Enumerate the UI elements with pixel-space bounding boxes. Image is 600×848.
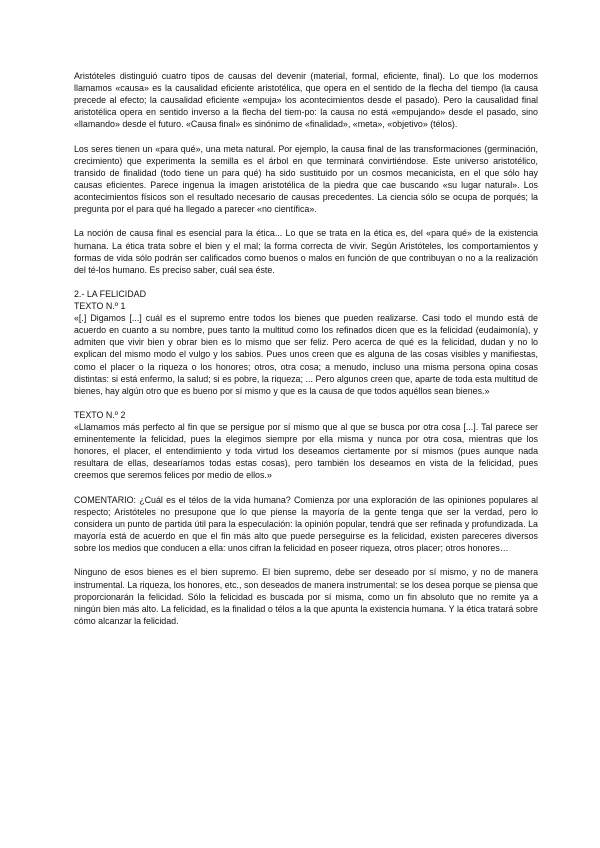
texto-2-quote: «Llamamos más perfecto al fin que se persigue por sí mismo que al que se busca por otra cosa [...]. Tal parece ser eminentemente la felicidad, pues la elegimos siempre por ella misma y nunca por otra cosa, mientras que los honores, el placer, el entendimiento y toda virtud los deseamos ciertamente por sí mismos (pues aunque nada resultara de ellas, desearíamos todas estas cosas), pero también los deseamos en vista de la felicidad, pues creemos que seremos felices por medio de ellos.» (74, 422, 538, 481)
texto-2-label: TEXTO N.º 2 (74, 410, 126, 420)
commentary-paragraph (74, 494, 538, 554)
texto-1-label: TEXTO N.º 1 (74, 301, 126, 312)
paragraph-supreme-good: Ninguno de esos bienes es el bien supremo. El bien supremo, debe ser deseado por sí mismo, y no de manera instrumental. La riqueza, los honores, etc., son deseados de manera instrumental: se los desea porque se piensa que proporcionarán la felicidad. Sólo la felicidad es buscada por sí misma, como un fin absoluto que no remite ya a ningún bien más alto. La felicidad, es la finalidad o télos a la que apunta la existencia humana. Y la ética tratará sobre cómo alcanzar la felicidad. (74, 567, 538, 626)
texto-1-quote: «[.] Digamos [...] cuál es el supremo entre todos los bienes que pueden realizarse. Casi todo el mundo está de acuerdo en cuanto a su nombre, pues tanto la multitud como los refinados dicen que es la felicidad (eudaimonía), y admiten que vivir bien y obrar bien es lo mismo que ser feliz. Pero acerca de qué es la felicidad, dudan y no lo explican del mismo modo el vulgo y los sabios. Pues unos creen que es alguna de las cosas visibles y manifiestas, como el placer o la riqueza o los honores; otros, otra cosa; a menudo, incluso una misma persona opina cosas distintas: si está enfermo, la salud; si es pobre, la riqueza; ... Pero algunos creen que, aparte de toda esta multitud de bienes, hay algún otro que es bueno por sí mismo y que es la causa de que todos aquéllos sean bienes.» (74, 313, 538, 396)
paragraph-final-cause: Los seres tienen un «para qué», una meta natural. Por ejemplo, la causa final de las transformaciones (germinación, crecimiento) que experimenta la semilla es el árbol en que terminará convirtiéndose. Este universo aristotélico, transido de finalidad (todo tiene un para qué) ha sido sustituido por un cosmos mecanicista, en el que sólo hay causas eficientes. Parece ingenua la imagen aristotélica de la piedra que cae buscando «su lugar natural». Los acontecimientos físicos son el resultado necesario de causas precedentes. La ciencia sólo se ocupa de porqués; la pregunta por el para qué ha llegado a parecer «no científica». (74, 143, 538, 215)
section-felicidad (74, 288, 538, 627)
commentary-label: COMENTARIO: (74, 494, 136, 505)
commentary-text: ¿Cuál es el télos de la vida humana? Comienza por una exploración de las opiniones populares al respecto; Aristóteles no presupone que lo que piense la mayoría de la gente tenga que ser la verdad, pero lo considera un punto de partida útil para la especulación: la opinión popular, tendrá que ser refinada y profundizada. La mayoría está de acuerdo en que el fin más alto que puede perseguirse es la felicidad, existen pareceres diversos sobre los medios que conducen a ella: unos cifran la felicidad en poseer riqueza, otros placer; otros honores… (74, 494, 538, 554)
paragraph-four-causes: Aristóteles distinguió cuatro tipos de causas del devenir (material, formal, eficiente, final). Lo que los modernos llamamos «causa» es la causalidad eficiente aristotélica, que opera en el sentido de la flecha del tiempo (la causa precede al efecto; la causalidad eficiente «empuja» los acontecimientos desde el pasado). Pero la causalidad final aristotélica opera en sentido inverso a la flecha del tiem-po: la causa no está «empujando» desde el pasado, sino «llamando» desde el futuro. «Causa final» es sinónimo de «finalidad», «meta», «objetivo» (télos). (74, 71, 538, 130)
paragraph-ethics: La noción de causa final es esencial para la ética... Lo que se trata en la ética es, del «para qué» de la existencia humana. La ética trata sobre el bien y el mal; la forma correcta de vivir. Según Aristóteles, los comportamientos y formas de vida sólo podrán ser calificados como buenos o malos en función de que contribuyan o no a la realización del té-los humano. Es preciso saber, cuál sea éste. (74, 228, 538, 275)
section-title: 2.- LA FELICIDAD (74, 288, 147, 299)
